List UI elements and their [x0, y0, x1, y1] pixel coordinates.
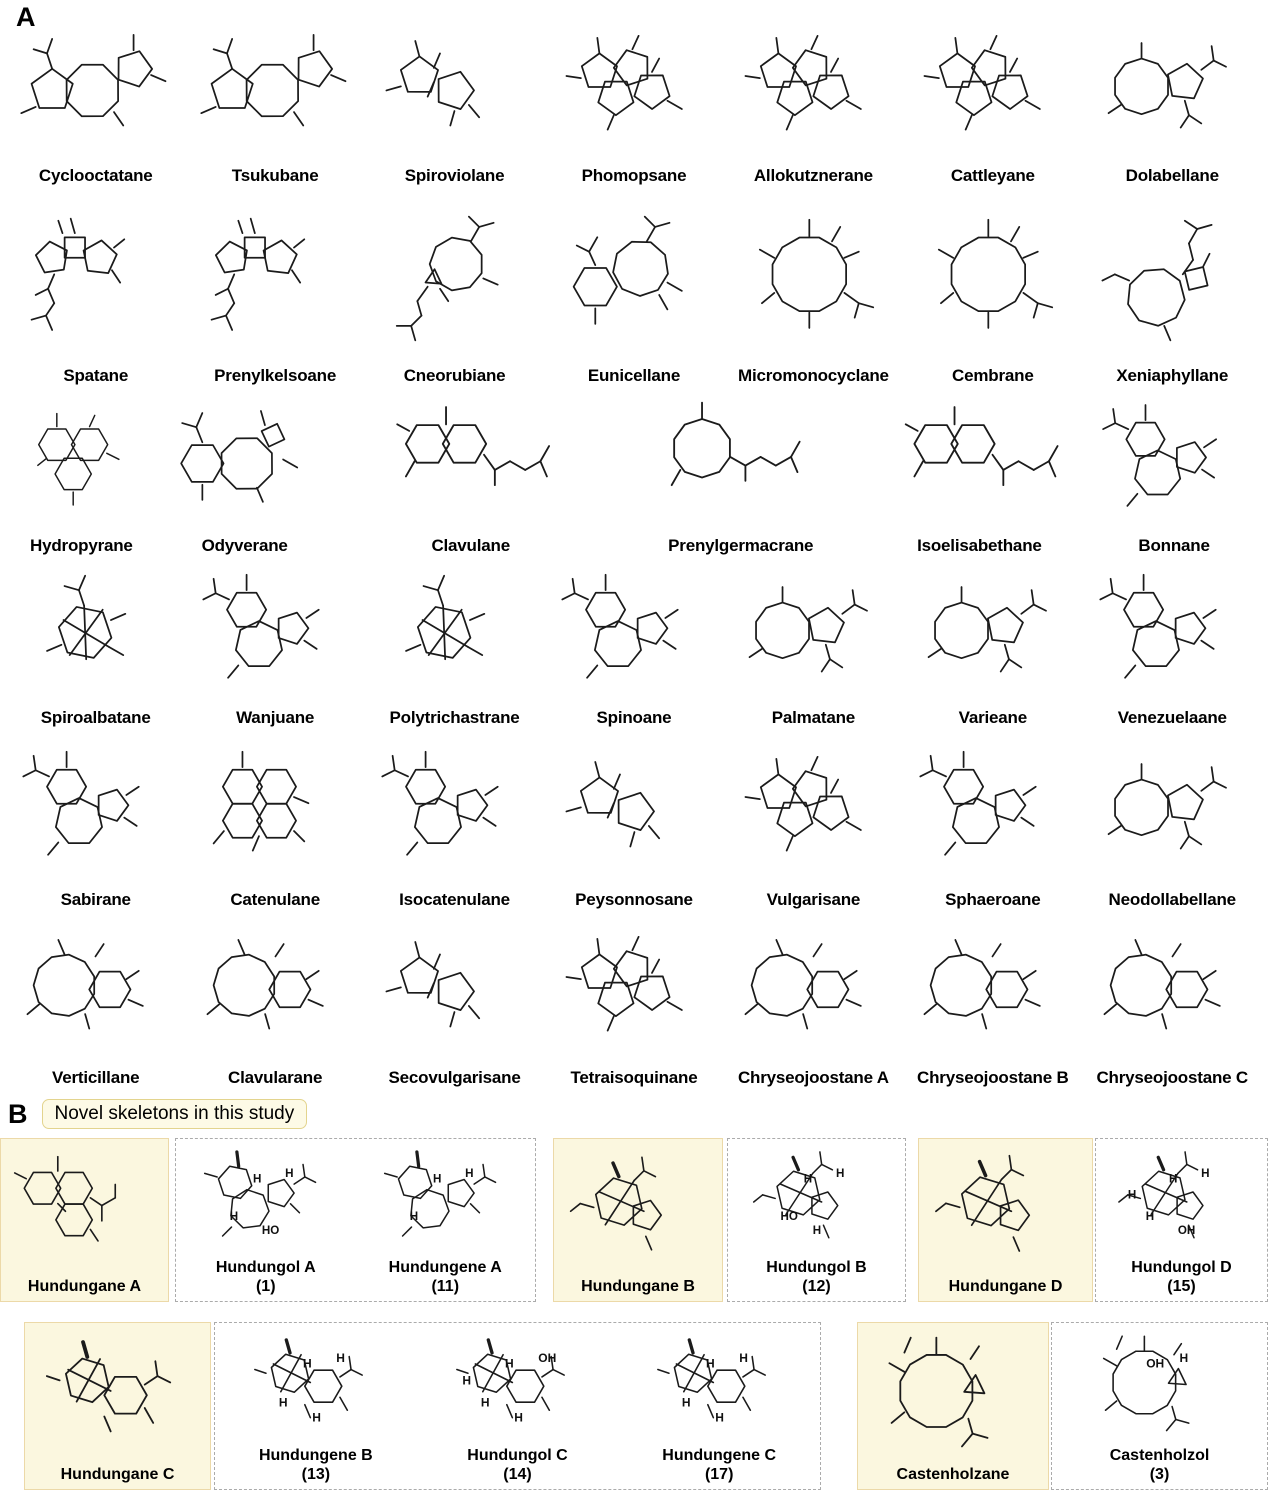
compound-number: (12): [802, 1277, 831, 1295]
skeleton-item: [1083, 16, 1262, 192]
compound-name: Hundungane C: [60, 1465, 175, 1483]
novel-skeleton-box: [24, 1322, 211, 1490]
skeleton-name: Cyclooctatane: [38, 166, 153, 185]
skeleton-fused-pentagons-icon: [552, 918, 717, 1067]
skeleton-decalin-chain-icon: [343, 394, 599, 535]
skeleton-hexagon-octagon-icon: [164, 394, 326, 535]
skeleton-item: [6, 392, 157, 562]
compound-name: Hundungene C: [662, 1447, 777, 1465]
compound-item: [1052, 1323, 1267, 1489]
skeleton-macrocycle-hexagon-icon: [13, 918, 178, 1067]
skeleton-name: Bonnane: [1138, 536, 1210, 555]
skeleton-row: [0, 916, 1268, 1094]
skeleton-name: Cattleyane: [950, 166, 1035, 185]
compound-box: [727, 1138, 906, 1302]
skeleton-cage-hexagon-icon: [223, 1327, 409, 1447]
skeleton-item: [544, 192, 723, 392]
skeleton-cage-hexagon-icon: [425, 1327, 611, 1447]
compound-item: [25, 1323, 210, 1489]
compound-item: [1096, 1139, 1267, 1301]
novel-row: [0, 1322, 1268, 1490]
skeleton-spiro-pentagons-icon: [372, 918, 537, 1067]
compound-box: [1095, 1138, 1268, 1302]
skeleton-item: [544, 734, 723, 916]
skeleton-name: Isoelisabethane: [917, 536, 1042, 555]
atom-label: H: [432, 1172, 442, 1186]
skeleton-item: [873, 392, 1087, 562]
compound-number: (15): [1167, 1277, 1196, 1295]
novel-skeleton-rows: [0, 1138, 1268, 1490]
skeleton-name: Dolabellane: [1125, 166, 1219, 185]
skeleton-5-8-5-icon: [193, 18, 358, 165]
atom-label: H: [1127, 1188, 1137, 1202]
skeleton-item: [903, 916, 1082, 1094]
compound-item: [858, 1323, 1048, 1489]
compound-number: (17): [704, 1465, 734, 1483]
compound-number: (11): [431, 1277, 460, 1295]
novel-skeleton-box: [918, 1138, 1093, 1302]
skeleton-name: Vulgarisane: [766, 890, 861, 909]
atom-label: H: [739, 1351, 749, 1366]
atom-label: HO: [780, 1209, 799, 1223]
skeleton-name: Verticillane: [52, 1068, 140, 1087]
panel-b: [0, 1098, 1268, 1490]
skeleton-cage-hexagon-icon: [626, 1327, 812, 1447]
skeleton-fused-pentagons-icon: [731, 736, 896, 889]
skeleton-name: Sphaeroane: [945, 890, 1041, 909]
compound-name: Hundungol A: [215, 1259, 316, 1277]
novel-skeleton-box: [857, 1322, 1049, 1490]
skeleton-name: Spatane: [63, 366, 129, 385]
skeleton-macrocycle-hexagon-icon: [731, 918, 896, 1067]
atom-label: H: [836, 1166, 845, 1180]
skeleton-item: [185, 192, 364, 392]
skeleton-fused-pentagons-icon: [910, 18, 1075, 165]
compound-name: Hundungene A: [388, 1259, 502, 1277]
skeleton-name: Tetraisoquinane: [570, 1068, 698, 1087]
skeleton-item: [1083, 734, 1262, 916]
skeleton-tetra-hexagon-icon: [193, 736, 358, 889]
skeleton-bicyclic-chain-icon: [193, 194, 358, 365]
skeleton-cyclopropane-macro-chain-icon: [372, 194, 537, 365]
skeleton-name: Tsukubane: [231, 166, 319, 185]
atom-label: H: [1145, 1209, 1155, 1223]
compound-name: Hundungane B: [581, 1277, 695, 1295]
skeleton-6-7-5-stereo-icon: [183, 1143, 348, 1259]
skeleton-6-7-5-icon: [1093, 394, 1255, 535]
skeleton-fused-hexagons-chain-icon: [8, 1143, 161, 1278]
compound-name: Castenholzane: [896, 1465, 1010, 1483]
skeleton-item: [903, 192, 1082, 392]
novel-row: [0, 1138, 1268, 1302]
skeleton-item: [185, 916, 364, 1094]
atom-label: H: [1168, 1172, 1178, 1186]
compound-name: Hundungol D: [1131, 1259, 1232, 1277]
skeleton-row: [0, 562, 1268, 734]
compound-name: Castenholzol: [1109, 1447, 1210, 1465]
skeleton-name: Prenylgermacrane: [668, 536, 814, 555]
skeleton-item: [365, 562, 544, 734]
skeleton-decalin-chain-icon: [881, 394, 1078, 535]
skeleton-item: [6, 562, 185, 734]
skeleton-name: Odyverane: [201, 536, 288, 555]
atom-label: H: [504, 1356, 514, 1371]
skeleton-item: [724, 734, 903, 916]
skeleton-name: Chryseojoostane B: [917, 1068, 1069, 1087]
compound-item: [554, 1139, 722, 1301]
skeleton-6-7-5-icon: [13, 736, 178, 889]
skeleton-name: Phomopsane: [581, 166, 687, 185]
novel-skeletons-banner: Novel skeletons in this study: [42, 1099, 308, 1129]
skeleton-name: Catenulane: [230, 890, 320, 909]
skeleton-tri-hexagon-icon: [12, 394, 150, 535]
compound-item: [356, 1139, 536, 1301]
skeleton-item: [903, 734, 1082, 916]
skeleton-item: [365, 16, 544, 192]
compound-item: [417, 1323, 619, 1489]
atom-label: OH: [1146, 1356, 1165, 1371]
atom-label: OH: [537, 1351, 556, 1366]
skeleton-name: Secovulgarisane: [388, 1068, 521, 1087]
skeleton-cage-pentagon-icon: [561, 1143, 715, 1278]
skeleton-macrocycle-chain-icon: [619, 394, 863, 535]
skeleton-name: Varieane: [958, 708, 1027, 727]
skeleton-name: Spiroalbatane: [40, 708, 151, 727]
skeleton-cage-pentagon-icon: [735, 1143, 898, 1259]
skeleton-name: Hydropyrane: [30, 536, 133, 555]
skeleton-row: [0, 734, 1268, 916]
compound-item: [1, 1139, 168, 1301]
skeleton-macrocycle-icon: [731, 194, 896, 365]
skeleton-row: [0, 192, 1268, 392]
atom-label: H: [682, 1395, 691, 1410]
compound-name: Hundungol B: [766, 1259, 867, 1277]
skeleton-name: Chryseojoostane C: [1096, 1068, 1248, 1087]
atom-label: H: [278, 1395, 288, 1410]
skeleton-macrocycle-cyclopropane-icon: [1060, 1327, 1258, 1447]
skeleton-cage-pentagon-icon: [1103, 1143, 1260, 1259]
compound-name: Hundungane A: [27, 1277, 142, 1295]
atom-label: H: [302, 1356, 312, 1371]
compound-item: [728, 1139, 905, 1301]
skeleton-name: Peysonnosane: [575, 890, 693, 909]
skeleton-name: Venezuelaane: [1117, 708, 1227, 727]
skeleton-macrocycle-hexagon-icon: [193, 918, 358, 1067]
skeleton-bicyclic-chain-icon: [13, 194, 178, 365]
skeleton-item: [6, 916, 185, 1094]
skeleton-item: [724, 916, 903, 1094]
skeleton-macrocycle-hexagon-icon: [910, 918, 1075, 1067]
skeleton-item: [6, 192, 185, 392]
skeleton-item: [903, 16, 1082, 192]
skeleton-name: Clavulane: [431, 536, 510, 555]
skeleton-item: [544, 916, 723, 1094]
skeleton-name: Allokutznerane: [753, 166, 873, 185]
compound-name: Hundungane D: [948, 1277, 1063, 1295]
skeleton-macrocycle-pentagon-icon: [910, 564, 1075, 707]
skeleton-item: [724, 562, 903, 734]
skeleton-fused-pentagons-icon: [731, 18, 896, 165]
skeleton-macrocycle-pentagon-icon: [1090, 18, 1255, 165]
atom-label: H: [706, 1356, 715, 1371]
compound-item: [618, 1323, 820, 1489]
atom-label: H: [1179, 1351, 1189, 1366]
atom-label: H: [480, 1395, 490, 1410]
skeleton-item: [365, 916, 544, 1094]
atom-label: H: [812, 1224, 822, 1238]
compound-number: (1): [255, 1277, 276, 1295]
skeleton-name: Chryseojoostane A: [737, 1068, 889, 1087]
compound-box: [175, 1138, 536, 1302]
skeleton-spiro-pentagons-icon: [552, 736, 717, 889]
atom-label: H: [462, 1373, 471, 1388]
skeleton-macrocycle-pentagon-icon: [1090, 736, 1255, 889]
atom-label: H: [229, 1209, 239, 1223]
skeleton-item: [1083, 916, 1262, 1094]
compound-box: [214, 1322, 821, 1490]
skeleton-name: Polytrichastrane: [389, 708, 520, 727]
skeleton-item: [544, 16, 723, 192]
compound-number: (14): [503, 1465, 532, 1483]
skeleton-name: Cembrane: [952, 366, 1034, 385]
skeleton-grid: [0, 16, 1268, 1094]
skeleton-cage-pentagon-icon: [926, 1143, 1085, 1278]
skeleton-name: Palmatane: [771, 708, 856, 727]
atom-label: H: [312, 1410, 321, 1425]
panel-a-label: A: [16, 2, 36, 32]
atom-label: H: [803, 1172, 813, 1186]
compound-number: (13): [301, 1465, 331, 1483]
skeleton-name: Sabirane: [60, 890, 131, 909]
skeleton-name: Eunicellane: [587, 366, 681, 385]
skeleton-macrocycle-hexagon-icon: [1090, 918, 1255, 1067]
skeleton-macrocycle-cyclopropane-icon: [866, 1327, 1041, 1466]
skeleton-6-7-5-icon: [1090, 564, 1255, 707]
atom-label: H: [336, 1351, 345, 1366]
skeleton-name: Cneorubiane: [403, 366, 506, 385]
skeleton-row: [0, 16, 1268, 192]
skeleton-macrocycle-pentagon-icon: [731, 564, 896, 707]
atom-label: H: [513, 1410, 523, 1425]
atom-label: H: [253, 1172, 262, 1186]
skeleton-item: [1083, 192, 1262, 392]
skeleton-macrocycle-icon: [910, 194, 1075, 365]
skeleton-item: [185, 16, 364, 192]
panel-b-header: [0, 1098, 1268, 1130]
novel-skeleton-box: [0, 1138, 169, 1302]
atom-label: OH: [1177, 1224, 1196, 1238]
skeleton-name: Prenylkelsoane: [214, 366, 337, 385]
compound-name: Hundungene B: [258, 1447, 373, 1465]
skeleton-item: [724, 192, 903, 392]
compound-number: (3): [1149, 1465, 1170, 1483]
skeleton-row: [0, 392, 1268, 562]
skeleton-item: [1083, 562, 1262, 734]
atom-label: H: [285, 1166, 294, 1180]
compound-box: [1051, 1322, 1268, 1490]
skeleton-item: [185, 562, 364, 734]
skeleton-item: [724, 16, 903, 192]
skeleton-name: Isocatenulane: [399, 890, 510, 909]
skeleton-item: [365, 734, 544, 916]
skeleton-6-7-5-icon: [193, 564, 358, 707]
skeleton-name: Neodollabellane: [1108, 890, 1236, 909]
skeleton-item: [333, 392, 609, 562]
atom-label: HO: [262, 1224, 280, 1238]
skeleton-item: [6, 734, 185, 916]
skeleton-item: [6, 16, 185, 192]
skeleton-cage-icon: [13, 564, 178, 707]
skeleton-name: Micromonocyclane: [738, 366, 889, 385]
skeleton-6-7-5-icon: [552, 564, 717, 707]
skeleton-name: Wanjuane: [236, 708, 315, 727]
skeleton-item: [157, 392, 333, 562]
skeleton-macrocycle-cyclobutane-icon: [1090, 194, 1255, 365]
skeleton-6-7-5-icon: [910, 736, 1075, 889]
skeleton-6-7-5-icon: [372, 736, 537, 889]
skeleton-name: Spiroviolane: [404, 166, 505, 185]
skeleton-item: [903, 562, 1082, 734]
skeleton-6-7-5-stereo-icon: [363, 1143, 528, 1259]
novel-skeleton-box: [553, 1138, 723, 1302]
skeleton-5-8-5-icon: [13, 18, 178, 165]
skeleton-cage-icon: [372, 564, 537, 707]
skeleton-item: [185, 734, 364, 916]
compound-item: [919, 1139, 1092, 1301]
skeleton-name: Spinoane: [596, 708, 672, 727]
skeleton-item: [1086, 392, 1262, 562]
atom-label: H: [464, 1166, 474, 1180]
skeleton-spiro-pentagons-icon: [372, 18, 537, 165]
skeleton-item: [544, 562, 723, 734]
atom-label: H: [1201, 1166, 1210, 1180]
atom-label: H: [409, 1209, 418, 1223]
compound-item: [215, 1323, 417, 1489]
skeleton-name: Clavularane: [228, 1068, 323, 1087]
skeleton-item: [365, 192, 544, 392]
panel-b-label: B: [8, 1098, 28, 1129]
compound-name: Hundungol C: [467, 1447, 568, 1465]
compound-item: [176, 1139, 356, 1301]
skeleton-item: [609, 392, 873, 562]
skeleton-cage-hexagon-icon: [32, 1327, 202, 1466]
skeleton-fused-pentagons-icon: [552, 18, 717, 165]
skeleton-name: Xeniaphyllane: [1116, 366, 1229, 385]
atom-label: H: [715, 1410, 725, 1425]
skeleton-hexagon-macrocycle-icon: [552, 194, 717, 365]
